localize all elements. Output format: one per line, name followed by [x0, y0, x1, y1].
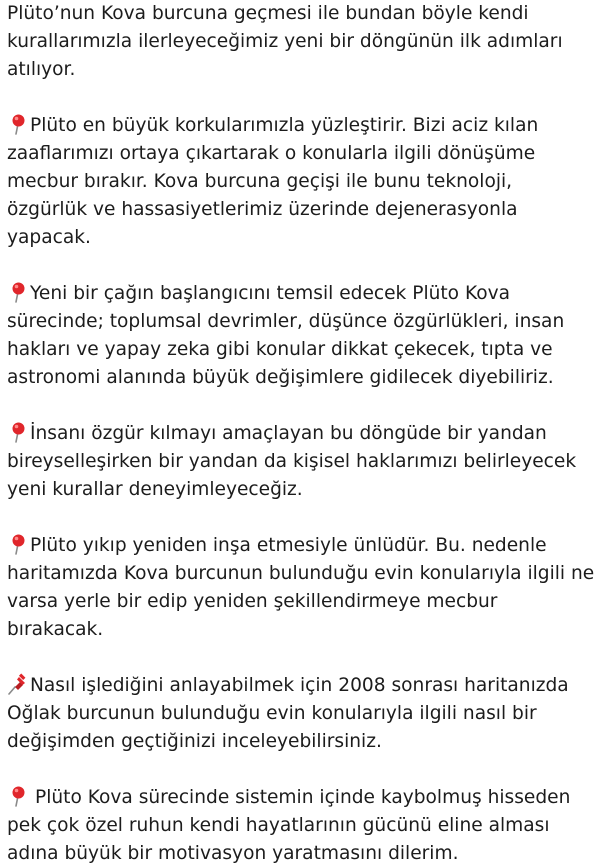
round-pushpin-icon	[7, 533, 29, 555]
round-pushpin-icon	[7, 281, 29, 303]
intro-paragraph	[7, 0, 595, 84]
intro-text: Plüto’nun Kova burcuna geçmesi ile bundan böyle kendi kurallarımızla ilerleyeceğimiz yeni bir döngünün ilk adımları atılıyor.	[7, 3, 563, 80]
bullet-paragraph	[7, 420, 595, 504]
round-pushpin-icon	[7, 785, 29, 807]
post-body	[7, 0, 595, 868]
bullet-text: İnsanı özgür kılmayı amaçlayan bu döngüde bir yandan bireyselleşirken bir yandan da kişisel haklarımızı belirleyecek yeni kurallar deneyimleyeceğiz.	[7, 423, 577, 500]
round-pushpin-icon	[7, 421, 29, 443]
bullet-text: Plüto Kova sürecinde sistemin içinde kaybolmuş hisseden pek çok özel ruhun kendi hayatlarının gücünü eline alması adına büyük bir motivasyon yaratmasını dilerim.	[7, 787, 571, 864]
round-pushpin-icon	[7, 113, 29, 135]
bullet-paragraph	[7, 112, 595, 252]
bullet-paragraph	[7, 532, 595, 644]
bullet-text: Plüto yıkıp yeniden inşa etmesiyle ünlüdür. Bu. nedenle haritamızda Kova burcunun bulunduğu evin konularıyla ilgili ne varsa yerle bir edip yeniden şekillendirmeye mecbur bırakacak.	[7, 535, 595, 640]
bullet-paragraph	[7, 672, 595, 756]
bullet-paragraph	[7, 280, 595, 392]
bullet-text: Plüto en büyük korkularımızla yüzleştirir. Bizi aciz kılan zaaflarımızı ortaya çıkartarak o konularla ilgili dönüşüme mecbur bırakır. Kova burcuna geçişi ile bunu teknoloji, özgürlük ve hassasiyetlerimiz üzerinde dejenerasyonla yapacak.	[7, 115, 539, 248]
bullet-text: Nasıl işlediğini anlayabilmek için 2008 sonrası haritanızda Oğlak burcunun bulunduğu evin konularıyla ilgili nasıl bir değişimden geçtiğinizi inceleyebilirsiniz.	[7, 675, 569, 752]
bullet-paragraph	[7, 784, 595, 868]
bullet-text: Yeni bir çağın başlangıcını temsil edecek Plüto Kova sürecinde; toplumsal devrimler, düşünce özgürlükleri, insan hakları ve yapay zeka gibi konular dikkat çekecek, tıpta ve astronomi alanında büyük değişimlere gidilecek diyebiliriz.	[7, 283, 565, 388]
pushpin-icon	[7, 673, 29, 695]
